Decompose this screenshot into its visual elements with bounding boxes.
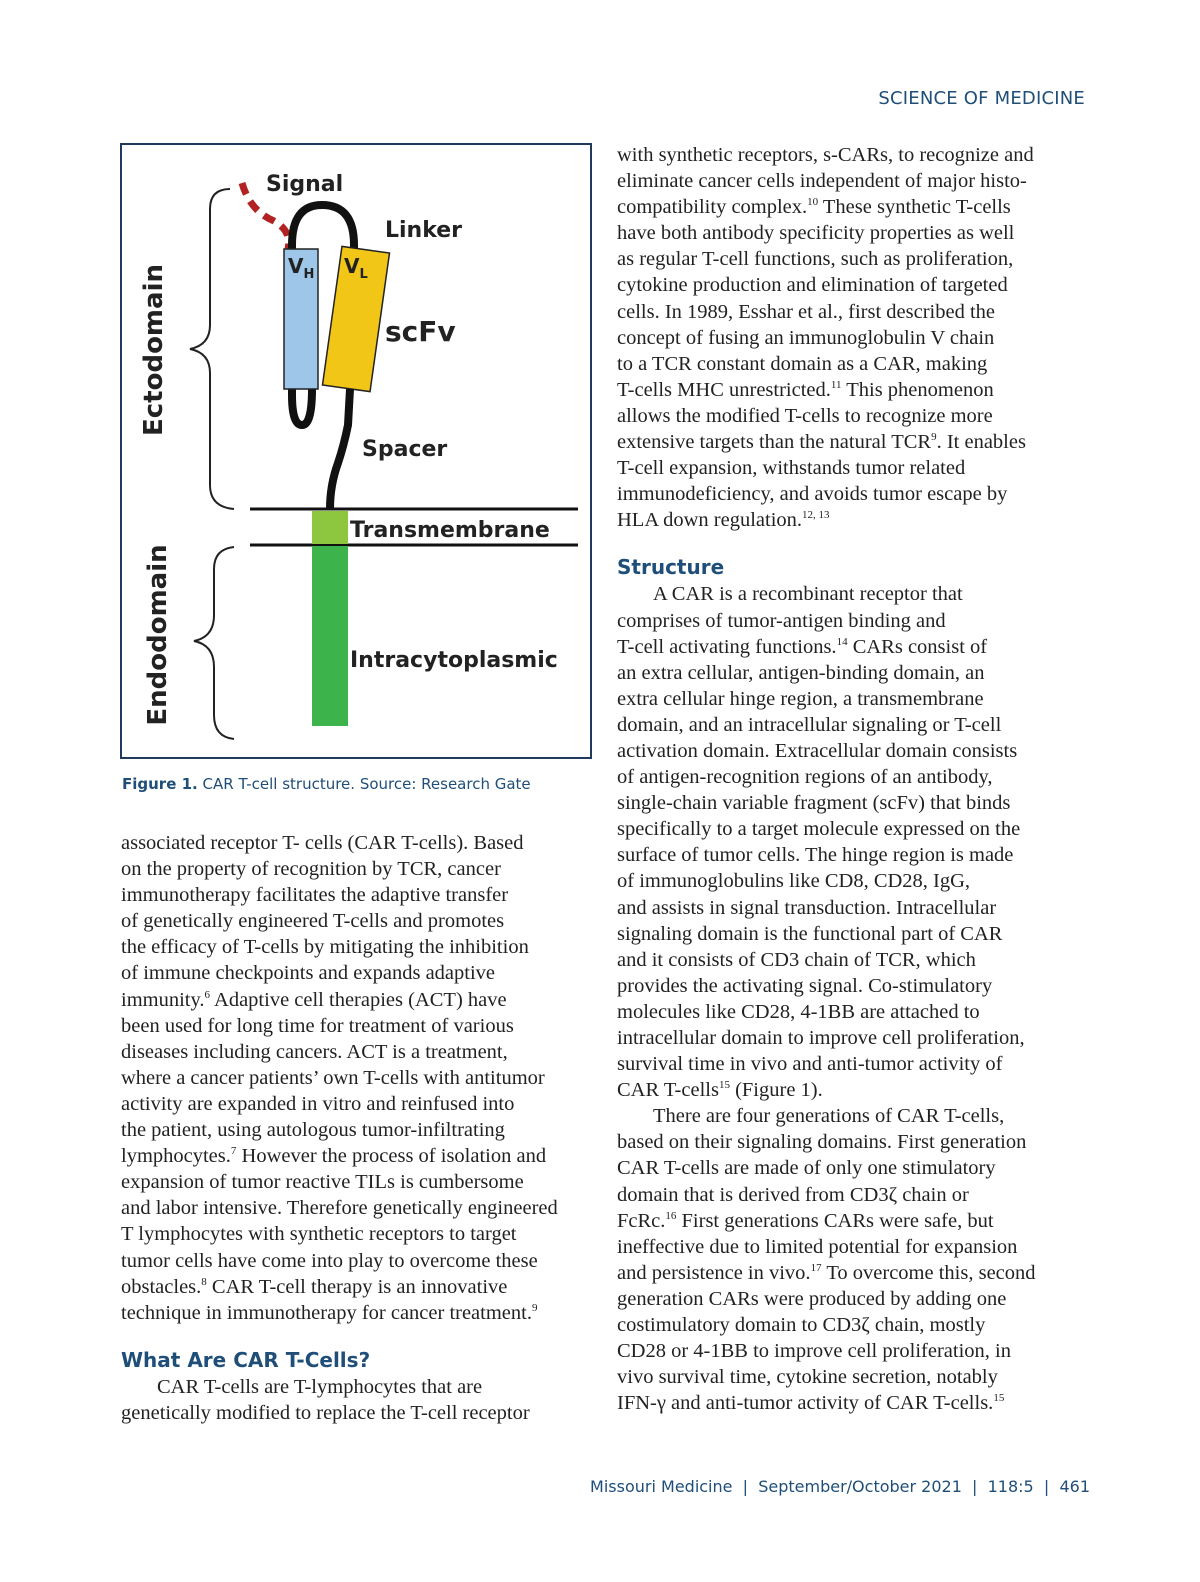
text-line: surface of tumor cells. The hinge region is made <box>617 844 1014 867</box>
text-line: have both antibody specificity properties as well <box>617 222 1015 245</box>
citation: 10 <box>807 196 819 209</box>
text-line: costimulatory domain to CD3ζ chain, mostly <box>617 1314 986 1337</box>
text-line: survival time in vivo and anti-tumor activity of <box>617 1053 1003 1076</box>
transmembrane-label: Transmembrane <box>350 518 550 543</box>
text-line: of antigen-recognition regions of an antibody, <box>617 766 993 789</box>
text-line: where a cancer patients’ own T-cells with antitumor <box>121 1066 545 1089</box>
citation: 12, 13 <box>802 509 830 522</box>
text-line: activation domain. Extracellular domain consists <box>617 739 1018 762</box>
right-column <box>617 142 1036 1416</box>
page-footer: Missouri Medicine | September/October 2021 | 118:5 | 461 <box>590 1477 1090 1496</box>
text-line: CAR T-cells are made of only one stimulatory <box>617 1157 996 1180</box>
spacer-hinge <box>330 389 350 509</box>
citation: 15 <box>993 1392 1005 1405</box>
text-line: domain, and an intracellular signaling or T-cell <box>617 713 1002 736</box>
caption-text: CAR T-cell structure. Source: Research Gate <box>202 775 531 793</box>
citation: 17 <box>810 1261 822 1274</box>
vl-label: $V_L$ <box>344 254 368 282</box>
text-line: ineffective due to limited potential for expansion <box>617 1235 1018 1258</box>
citation: 14 <box>836 635 848 648</box>
signal-label: Signal <box>266 172 344 197</box>
left-column <box>121 830 558 1426</box>
text-line: activity are expanded in vitro and reinfused into <box>121 1092 515 1115</box>
text-line: provides the activating signal. Co-stimulatory <box>617 974 993 997</box>
spacer-label: Spacer <box>362 437 448 462</box>
text-line: of immunoglobulins like CD8, CD28, IgG, <box>617 870 971 893</box>
text-line: immunity.$^6$ Adaptive cell therapies (ACT) have <box>121 988 507 1011</box>
text-line: on the property of recognition by TCR, cancer <box>121 858 501 881</box>
text-line: intracellular domain to improve cell proliferation, <box>617 1027 1025 1049</box>
text-line: diseases including cancers. ACT is a treatment, <box>121 1040 508 1063</box>
text-line: vivo survival time, cytokine secretion, notably <box>617 1366 998 1389</box>
citation: 8 <box>201 1275 207 1288</box>
heading-what-are-car-t-cells: What Are CAR T-Cells? <box>121 1347 371 1372</box>
transmembrane-domain <box>312 511 348 544</box>
text-line: T lymphocytes with synthetic receptors to target <box>121 1223 517 1246</box>
ectodomain-brace <box>190 189 234 509</box>
text-line: CD28 or 4-1BB to improve cell proliferation, in <box>617 1340 1011 1363</box>
text-line: signaling domain is the functional part of CAR <box>617 922 1003 945</box>
car-structure-figure <box>120 143 592 759</box>
text-line: an extra cellular, antigen-binding domain, an <box>617 661 985 684</box>
ectodomain-label: Ectodomain <box>139 264 169 436</box>
text-line: CAR T-cells$^{15}$ (Figure 1). <box>617 1079 823 1102</box>
heading-structure: Structure <box>617 555 725 580</box>
text-line: based on their signaling domains. First generation <box>617 1131 1027 1154</box>
text-line: concept of fusing an immunoglobulin V chain <box>617 326 995 349</box>
text-line: comprises of tumor-antigen binding and <box>617 609 946 632</box>
text-line: compatibility complex.$^{10}$ These synthetic T-cells <box>617 196 1011 219</box>
citation: 9 <box>531 1301 538 1314</box>
text-line: molecules like CD28, 4-1BB are attached to <box>617 1000 980 1023</box>
text-line: specifically to a target molecule expressed on the <box>617 818 1021 841</box>
text-line: tumor cells have come into play to overcome these <box>121 1249 538 1272</box>
text-line: extensive targets than the natural TCR$^9$. It enables <box>617 431 1026 454</box>
text-line: of immune checkpoints and expands adaptive <box>121 962 496 985</box>
citation: 7 <box>230 1145 237 1158</box>
citation: 11 <box>830 378 842 391</box>
text-line: extra cellular hinge region, a transmembrane <box>617 687 984 710</box>
citation: 9 <box>931 431 937 444</box>
text-line: obstacles.$^8$ CAR T-cell therapy is an innovative <box>121 1275 508 1298</box>
text-line: There are four generations of CAR T-cells, <box>653 1105 1005 1128</box>
text-line: A CAR is a recombinant receptor that <box>653 583 963 606</box>
text-line: cells. In 1989, Esshar et al., first described the <box>617 300 995 323</box>
citation: 16 <box>665 1209 677 1222</box>
text-line: been used for long time for treatment of various <box>121 1014 514 1037</box>
text-line: technique in immunotherapy for cancer treatment.$^9$ <box>121 1301 538 1324</box>
figure-caption <box>122 775 531 793</box>
text-line: to a TCR constant domain as a CAR, making <box>617 352 988 375</box>
text-line: and labor intensive. Therefore genetically engineered <box>121 1197 558 1220</box>
text-line: with synthetic receptors, s-CARs, to recognize and <box>617 144 1034 166</box>
text-line: immunotherapy facilitates the adaptive transfer <box>121 884 509 907</box>
text-line: lymphocytes.$^7$ However the process of isolation and <box>121 1145 547 1168</box>
text-line: immunodeficiency, and avoids tumor escape by <box>617 483 1008 506</box>
text-line: FcRc.$^{16}$ First generations CARs were safe, but <box>617 1209 994 1232</box>
vh-label: $V_H$ <box>288 254 315 282</box>
text-line: genetically modified to replace the T-cell receptor <box>121 1401 530 1424</box>
text-line: generation CARs were produced by adding one <box>617 1287 1007 1310</box>
text-line: T-cell expansion, withstands tumor related <box>617 457 966 480</box>
text-line: and assists in signal transduction. Intracellular <box>617 896 997 919</box>
text-line: of genetically engineered T-cells and promotes <box>121 910 505 933</box>
endodomain-label: Endodomain <box>143 544 173 726</box>
text-line: the efficacy of T-cells by mitigating the inhibition <box>121 936 529 959</box>
text-line: single-chain variable fragment (scFv) that binds <box>617 792 1011 815</box>
linker-label: Linker <box>385 218 463 243</box>
section-header: SCIENCE OF MEDICINE <box>878 88 1085 109</box>
text-line: CAR T-cells are T-lymphocytes that are <box>157 1375 483 1398</box>
text-line: domain that is derived from CD3ζ chain or <box>617 1183 969 1206</box>
intracytoplasmic-label: Intracytoplasmic <box>350 648 558 673</box>
text-line: T-cells MHC unrestricted.$^{11}$ This phenomenon <box>617 378 994 401</box>
text-line: expansion of tumor reactive TILs is cumbersome <box>121 1171 524 1194</box>
text-line: associated receptor T- cells (CAR T-cells). Based <box>121 832 524 854</box>
text-line: IFN-γ and anti-tumor activity of CAR T-cells.$^{15}$ <box>617 1392 1005 1415</box>
text-line: T-cell activating functions.$^{14}$ CARs consist of <box>617 635 988 658</box>
caption-label: Figure 1. <box>122 775 198 793</box>
intracytoplasmic-domain <box>312 546 348 726</box>
citation: 6 <box>204 988 211 1001</box>
text-line: and persistence in vivo.$^{17}$ To overcome this, second <box>617 1261 1036 1284</box>
endodomain-brace <box>194 547 234 739</box>
text-line: allows the modified T-cells to recognize more <box>617 404 993 427</box>
text-line: cytokine production and elimination of targeted <box>617 274 1008 297</box>
text-line: as regular T-cell functions, such as proliferation, <box>617 248 1014 271</box>
text-line: the patient, using autologous tumor-infiltrating <box>121 1119 505 1142</box>
text-line: HLA down regulation.$^{12, 13}$ <box>617 509 830 532</box>
scfv-label: scFv <box>385 315 456 348</box>
text-line: and it consists of CD3 chain of TCR, which <box>617 948 976 971</box>
citation: 15 <box>718 1079 730 1092</box>
text-line: eliminate cancer cells independent of major histo- <box>617 170 1027 193</box>
car-diagram <box>122 145 590 757</box>
